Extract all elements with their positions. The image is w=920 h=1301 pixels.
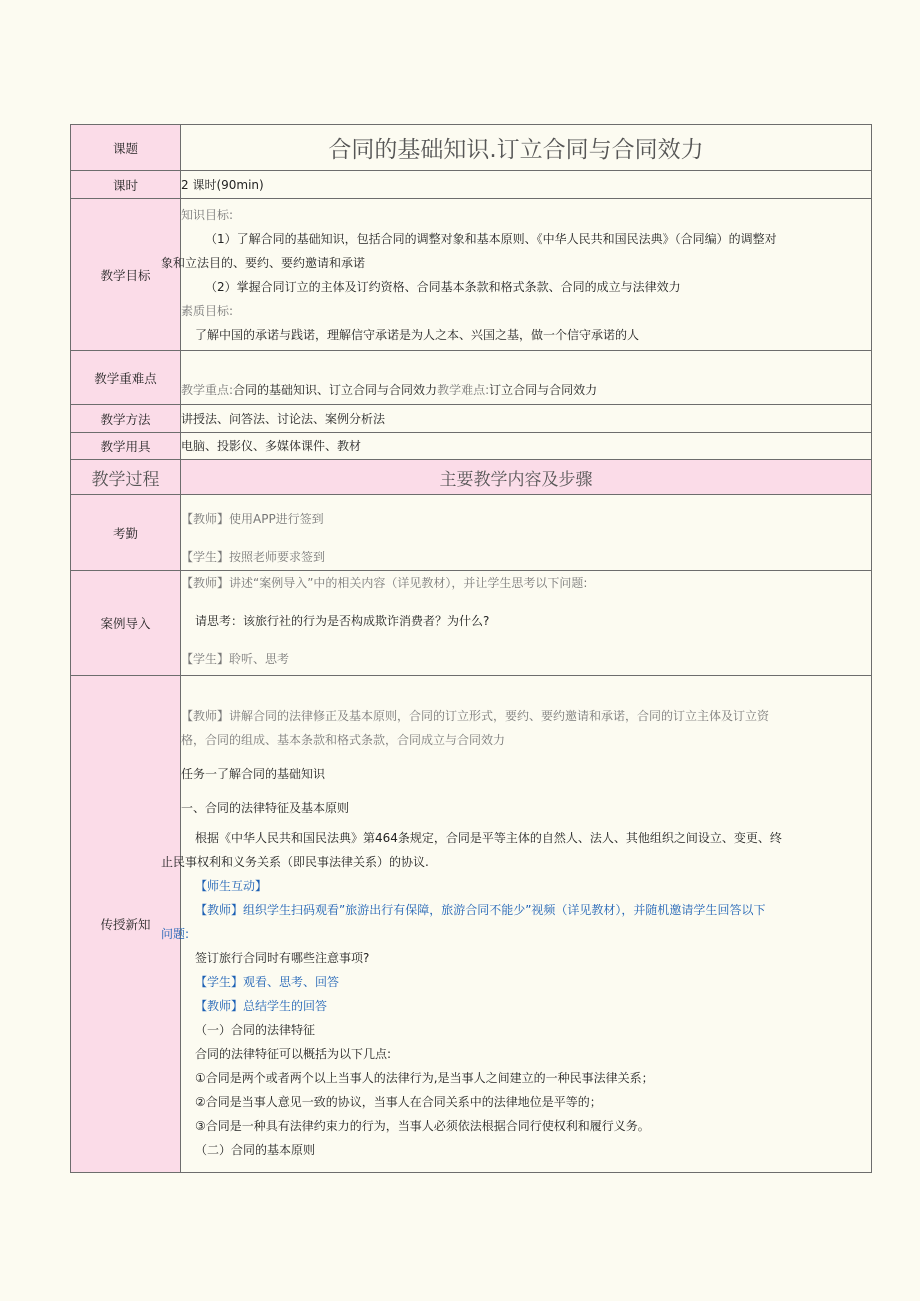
key-points-label: 教学重难点	[71, 351, 181, 405]
nk-question2: 签订旅行合同时有哪些注意事项?	[195, 951, 370, 965]
lesson-plan-table	[70, 124, 872, 1173]
row-process-header	[71, 460, 872, 495]
methods-label: 教学方法	[71, 405, 181, 433]
objective-item1-line2: 象和立法目的、要约、要约邀请和承诺	[161, 255, 366, 270]
quality-text: 了解中国的承诺与践诺，理解信守承诺是为人之本、兴国之基，做一个信守承诺的人	[195, 327, 640, 342]
nk-teacher3: 【教师】总结学生的回答	[195, 999, 328, 1013]
case-teacher: 【教师】讲述“案例导入”中的相关内容（详见教材），并让学生思考以下问题:	[181, 576, 588, 590]
nk-para1-line2: 止民事权利和义务关系（即民事法律关系）的协议.	[161, 855, 429, 869]
quality-heading: 素质目标:	[181, 303, 234, 318]
row-tools	[71, 433, 872, 460]
objective-item2: （2）掌握合同订立的主体及订约资格、合同基本条款和格式条款、合同的成立与法律效力	[205, 279, 681, 294]
focus-label: 教学重点:	[181, 383, 234, 397]
objective-item1-line1: （1）了解合同的基础知识，包括合同的调整对象和基本原则、《中华人民共和国民法典》（合同编）的调整对	[205, 231, 777, 246]
row-attendance	[71, 495, 872, 571]
nk-feature3: ③合同是一种具有法律约束力的行为，当事人必须依法根据合同行使权利和履行义务。	[195, 1119, 650, 1133]
row-hours	[71, 171, 872, 199]
process-label: 教学过程	[91, 469, 160, 490]
case-question: 请思考：该旅行社的行为是否构成欺诈消费者？为什么?	[195, 614, 490, 628]
nk-interaction: 【师生互动】	[195, 879, 268, 893]
row-new-knowledge	[71, 676, 872, 1173]
methods-text: 讲授法、问答法、讨论法、案例分析法	[181, 411, 386, 426]
nk-sub2: （二）合同的基本原则	[195, 1143, 316, 1157]
attendance-student: 【学生】按照老师要求签到	[181, 549, 326, 564]
knowledge-heading: 知识目标:	[181, 207, 234, 222]
attendance-label: 考勤	[71, 495, 181, 571]
row-case-intro	[71, 571, 872, 676]
tools-label: 教学用具	[71, 433, 181, 460]
row-key-points	[71, 351, 872, 405]
nk-feature2: ②合同是当事人意见一致的协议，当事人在合同关系中的法律地位是平等的；	[195, 1095, 602, 1109]
nk-teacher2-line1: 【教师】组织学生扫码观看”旅游出行有保障，旅游合同不能少”视频（详见教材），并随机邀请学生回答以下	[195, 903, 766, 917]
difficulty-text: 订立合同与合同效力	[489, 383, 598, 397]
row-methods	[71, 405, 872, 433]
nk-para1-line1: 根据《中华人民共和国民法典》第464条规定，合同是平等主体的自然人、法人、其他组织之间设立、变更、终	[195, 831, 782, 845]
focus-text: 合同的基础知识、订立合同与合同效力	[233, 383, 438, 397]
course-title-label: 课题	[71, 125, 181, 171]
course-title: 合同的基础知识.订立合同与合同效力	[328, 137, 704, 163]
hours-value: 2 课时(90min)	[181, 177, 264, 192]
row-objectives	[71, 199, 872, 351]
case-intro-label: 案例导入	[71, 571, 181, 676]
process-content-header: 主要教学内容及步骤	[439, 469, 593, 490]
attendance-teacher: 【教师】使用APP进行签到	[181, 511, 324, 526]
case-student: 【学生】聆听、思考	[181, 652, 290, 666]
nk-section1: 一、合同的法律特征及基本原则	[181, 801, 350, 815]
tools-text: 电脑、投影仪、多媒体课件、教材	[181, 439, 362, 453]
nk-sub1: （一）合同的法律特征	[195, 1023, 316, 1037]
objectives-label: 教学目标	[71, 199, 181, 351]
nk-sub1-intro: 合同的法律特征可以概括为以下几点:	[195, 1047, 392, 1061]
nk-teacher-line1: 【教师】讲解合同的法律修正及基本原则，合同的订立形式，要约、要约邀请和承诺，合同的订立主体及订立资	[181, 709, 770, 723]
nk-teacher2-line2: 问题:	[161, 927, 190, 941]
new-knowledge-label: 传授新知	[71, 676, 181, 1173]
nk-feature1: ①合同是两个或者两个以上当事人的法律行为,是当事人之间建立的一种民事法律关系；	[195, 1071, 654, 1085]
nk-teacher-line2: 格，合同的组成、基本条款和格式条款，合同成立与合同效力	[181, 733, 506, 747]
nk-task1: 任务一了解合同的基础知识	[181, 767, 326, 781]
hours-label: 课时	[71, 171, 181, 199]
nk-student2: 【学生】观看、思考、回答	[195, 975, 340, 989]
difficulty-label: 教学难点:	[437, 383, 490, 397]
row-course-title	[71, 125, 872, 171]
